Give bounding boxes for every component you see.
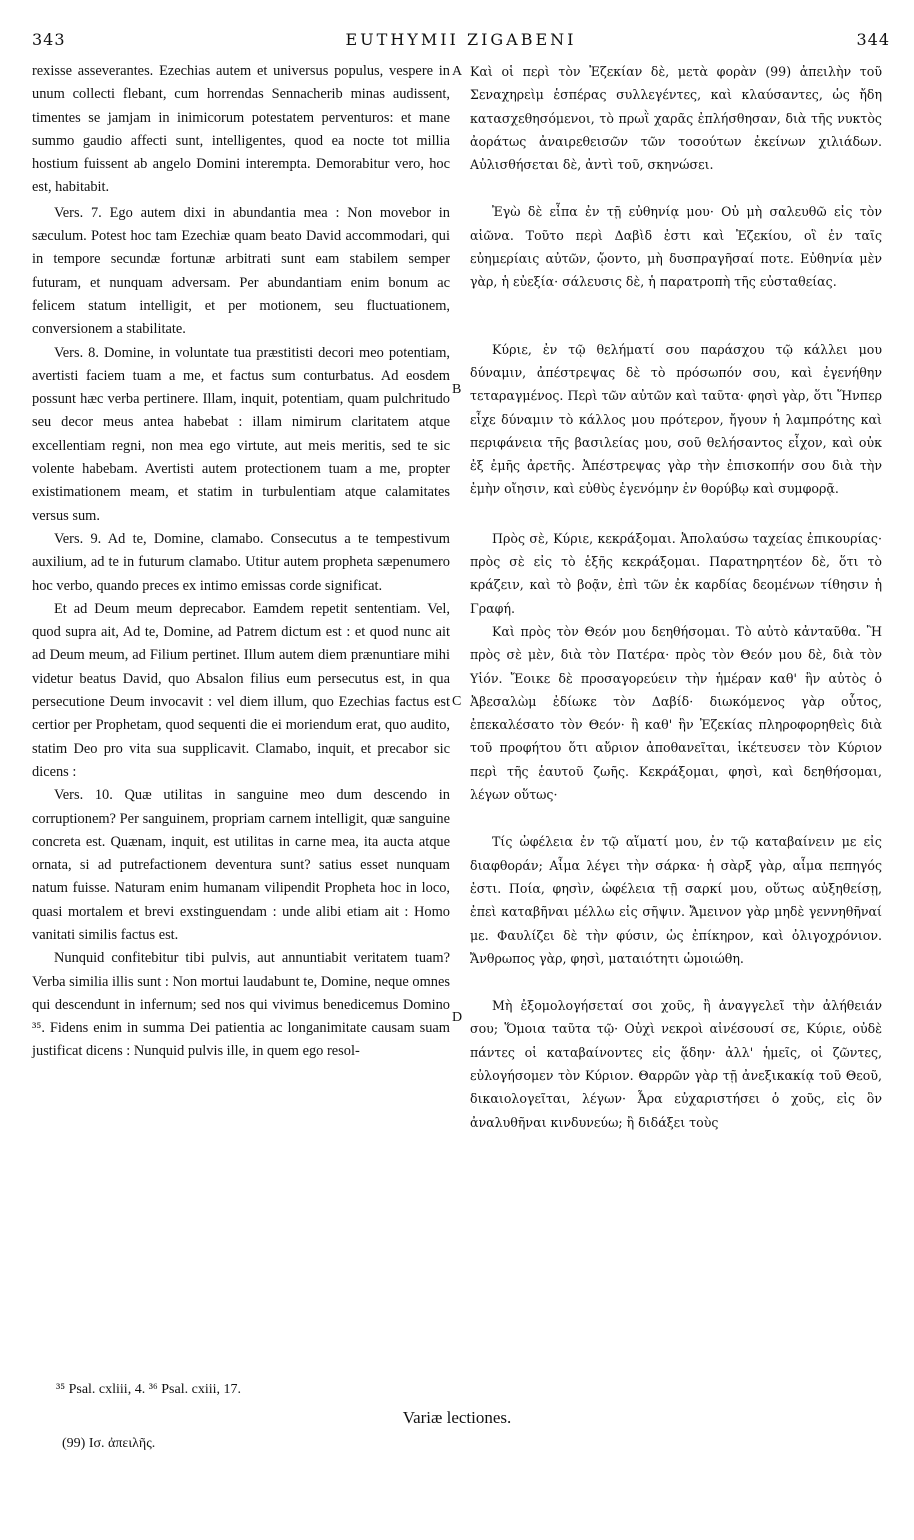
latin-paragraph: Nunquid confitebitur tibi pulvis, aut annuntiabit veritatem tuam? Verba similia illis sunt : Non mortui laudabunt te, Domine, neque omnes qui descendunt in infernum; sed nos qui vivimus benedicemus Domino ³⁵. Fidens enim in summa Dei patientia ac longanimitate causam suam justificat dicens : Nunquid pulvis ille, in quem ego resol- [32,950,450,1060]
variae-lectiones-title: Variæ lectiones. [402,1408,512,1427]
running-title: EUTHYMII ZIGABENI [345,30,577,49]
greek-paragraph: Μὴ ἐξομολογήσεταί σοι χοῦς, ἢ ἀναγγελεῖ τὴν ἀλήθειάν σου; Ὅμοια ταῦτα τῷ· Οὐχὶ νεκροὶ αἰνέσουσί σε, Κύριε, οὐδὲ πάντες οἱ καταβαίνοντες εἰς ᾅδην· ἀλλ' ἡμεῖς, οἱ ζῶντες, εὐλογήσομεν τὸν Κύριον. Θαρρῶν γὰρ τῇ ἀνεξικακίᾳ τοῦ Θεοῦ, δικαιολογεῖται, λέγων· Ἆρα εὐχαριστήσει ὁ χοῦς, εἰς ὃν ἀναλυθῆναι κινδυνεύω; ἢ διδάξει τοὺς [470,998,882,1130]
page-header [32,30,890,52]
latin-paragraph: Vers. 8. Domine, in voluntate tua præstitisti decori meo potentiam, avertisti faciem tuam a me, et factus sum conturbatus. Ad eosdem possunt hæc verba pertinere. Illam, inquit, potentiam, quam pulchritudo seu decor meus antea habebat : illam nimirum claritatem atque excellentiam regni, non mea ego virtute, aut meis meritis, sed te sic volente habebam. Avertisti autem protectionem tuam a me, propter existimationem meam, et statim in turbulentiam atque calamitates versus sum. [32,344,450,524]
latin-column [32,60,450,1064]
page-number-left: 343 [32,30,66,49]
latin-paragraph: Vers. 7. Ego autem dixi in abundantia mea : Non movebor in sæculum. Potest hoc tam Ezechiæ quam beato David accommodari, qui in tempore secundæ fortunæ arbitrati sunt eam stabilem semper futuram, et nunquam adversam. Per abundantiam enim bonum ac felicem statum intelligit, et per motionem, seu fluctuationem, conversionem a stabilitate. [32,204,450,338]
greek-paragraph: Καὶ πρὸς τὸν Θεόν μου δεηθήσομαι. Τὸ αὐτὸ κἀνταῦθα. Ἢ πρὸς σὲ μὲν, διὰ τὸν Πατέρα· πρὸς τὸν Θεόν μου δὲ, διὰ τὸν Υἱόν. Ἔοικε δὲ προσαγορεύειν τὴν ἡμέραν καθ' ἣν αὐτὸς ὁ Ἀβεσαλὼμ ἐδίωκε τὸν Δαβίδ· διωκόμενος γὰρ οὗτος, ἐπεκαλέσατο τὸν Θεόν· ἢ καθ' ἣν Ἐζεκίας πληροφορηθεὶς διὰ τοῦ προφήτου ὅτι αὔριον ἀποθανεῖται, ἱκέτευσεν τὸν Κύριον περὶ τῆς ἑαυτοῦ ζωῆς. Κεκράξομαι, φησὶ, καὶ δεηθήσομαι, λέγων οὕτως· [470,623,882,803]
greek-paragraph: Καὶ οἱ περὶ τὸν Ἐζεκίαν δὲ, μετὰ φορὰν (99) ἀπειλὴν τοῦ Σεναχηρεὶμ ἑσπέρας συλλεγέντες, καὶ κλαύσαντες, ὡς ἤδη κατασχεθησόμενοι, τὸ πρωῒ χαρᾶς ἐπλήσθησαν, διὰ τῆς νυκτὸς ἀοράτως ἀναιρεθεισῶν τῶν τοσούτων ἐκείνων χιλιάδων. Αὐλισθήσεται δὲ, ἀντὶ τοῦ, σκηνώσει. [470,64,882,173]
footnotes: ³⁵ Psal. cxliii, 4. ³⁶ Psal. cxiii, 17. [56,1382,241,1397]
margin-letter-c: C [452,694,462,709]
variae-lectiones-entry: (99) Ισ. ἀπειλῆς. [62,1436,156,1451]
margin-letter-b: B [452,382,462,397]
page-number-right: 344 [856,30,890,49]
greek-paragraph: Κύριε, ἐν τῷ θελήματί σου παράσχου τῷ κάλλει μου δύναμιν, ἀπέστρεψας δὲ τὸ πρόσωπόν σου, καὶ ἐγενήθην τεταραγμένος. Περὶ τῶν αὐτῶν καὶ ταῦτα· φησὶ γὰρ, ὅτι Ἥνπερ εἶχε δύναμιν τὸ κάλλος μου πρότερον, ἤγουν ἡ λαμπρότης καὶ περιφάνεια τῆς βασιλείας μου, σοῦ θελήσαντος εἶχον, καὶ οὐκ ἐξ ἐμῆς ἀρετῆς. Ἀπέστρεψας γὰρ τὴν ἐπισκοπήν σου διὰ τὴν ἐμὴν οἴησιν, καὶ εὐθὺς ἐγενόμην ἐν θορύβῳ καὶ συμφορᾷ. [470,341,882,497]
latin-paragraph: Vers. 10. Quæ utilitas in sanguine meo dum descendo in corruptionem? Per sanguinem, propriam carnem intelligit, quæ sanguine concreta est. Quænam, inquit, est utilitas in carne mea, ita aucta atque ornata, si ad putrefactionem deventura sunt? satius esset nunquam natum fuisse. Naturam enim humanam vilipendit Propheta hoc in loco, quasi mortalem et brevi exstinguendam : unde alibi etiam ait : Homo vanitati similis factus est. [32,787,450,943]
greek-paragraph: Τίς ὠφέλεια ἐν τῷ αἵματί μου, ἐν τῷ καταβαίνειν με εἰς διαφθοράν; Αἷμα λέγει τὴν σάρκα· ἡ σὰρξ γὰρ, αἷμα πεπηγός ἐστι. Ποία, φησὶν, ὠφέλεια τῇ σαρκί μου, οὕτως αὐξηθείσῃ, ἐπεὶ καταβῆναι μέλλω εἰς σῆψιν. Ἄμεινον γὰρ μηδὲ γεννηθῆναί με. Φαυλίζει δὲ τὴν φύσιν, ὡς ἐπίκηρον, καὶ ὀλιγοχρόνιον. Ἄνθρωπος γὰρ, φησὶ, ματαιότητι ὡμοιώθη. [470,834,882,966]
greek-column [470,60,882,1134]
margin-letter-a: A [452,64,463,79]
greek-paragraph: Ἐγὼ δὲ εἶπα ἐν τῇ εὐθηνίᾳ μου· Οὐ μὴ σαλευθῶ εἰς τὸν αἰῶνα. Τοῦτο περὶ Δαβὶδ ἐστι καὶ Ἐζεκίου, οἳ ἐν ταῖς εὐημερίαις αὐτῶν, ᾤοντο, μὴ δυσπραγῆσαί ποτε. Εὐθηνία μὲν γὰρ, ἡ εὐεξία· σάλευσις δὲ, ἡ παρατροπὴ τῆς εὐσταθείας. [470,204,882,290]
margin-letter-d: D [452,1010,463,1025]
latin-paragraph: Et ad Deum meum deprecabor. Eamdem repetit sententiam. Vel, quod supra ait, Ad te, Domine, ad Patrem dictum est : et quod nunc ait ad Deum meum, ad Filium pertinet. Illum autem diem prænuntiare mihi videtur beatus David, quo Absalon filius eum persecutus est, in qua persecutione Deum invocavit : vel diem illum, quo Ezechias factus est certior per Prophetam, quod sequenti die ei moriendum erat, quo audito, statim Deo pro vita sua supplicavit. Clamabo, inquit, et precabor sic dicens : [32,600,450,780]
greek-paragraph: Πρὸς σὲ, Κύριε, κεκράξομαι. Ἀπολαύσω ταχείας ἐπικουρίας· πρὸς σὲ εἰς τὸ ἑξῆς κεκράξομαι. Παρατηρητέον δὲ, ὅτι τὸ κράζειν, καὶ τὸ βοᾷν, ἐπὶ τῶν ἐκ καρδίας δεομένων τίθησιν ἡ Γραφή. [470,530,882,616]
latin-paragraph: rexisse asseverantes. Ezechias autem et universus populus, vespere in unum collecti flebant, cum horrendas Sennacherib minas audissent, timentes se jamjam in inimicorum potestatem perventuros: et mane summo gaudio affecti sunt, intelligentes, quod ea nocte tot millia hostium fuissent ab angelo Domini interempta. Demorabitur vero, hoc est, habitabit. [32,63,450,196]
latin-paragraph: Vers. 9. Ad te, Domine, clamabo. Consecutus a te tempestivum auxilium, ad te in futurum clamabo. Utitur autem propheta sæpenumero hoc verbo, quando preces ex intimo emissas corde significat. [32,530,450,594]
